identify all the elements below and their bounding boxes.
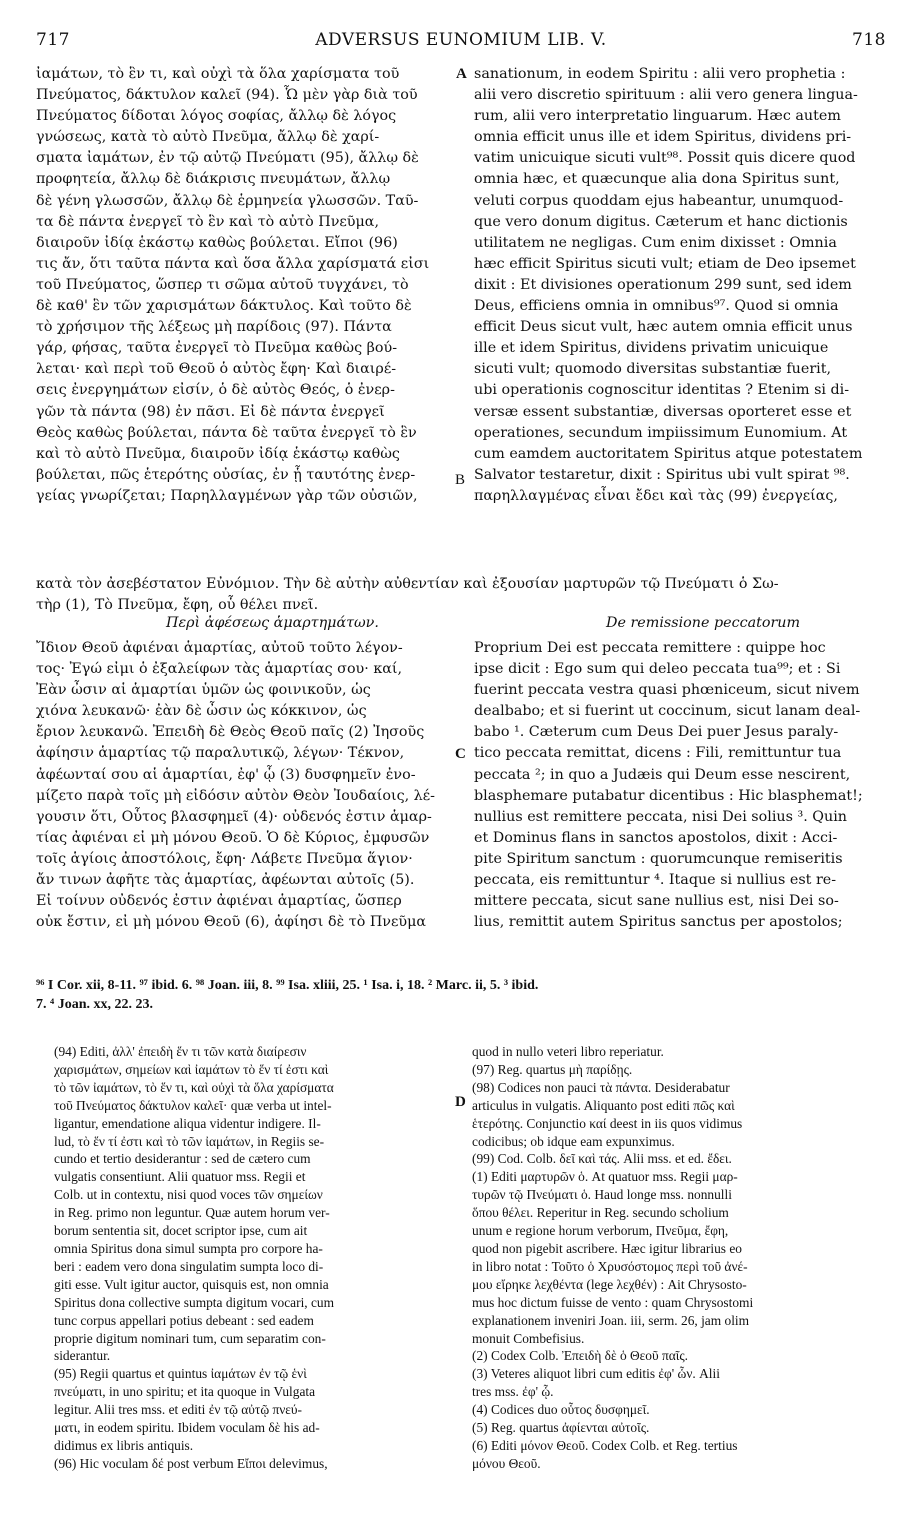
text-line: ἑτερότης. Conjunctio καί deest in iis quos vidimus bbox=[472, 1115, 743, 1131]
text-line: οὐκ ἔστιν, εἰ μὴ μόνου Θεοῦ (6), ἀφίησι δὲ τὸ Πνεῦμα bbox=[36, 914, 427, 931]
critical-notes-right bbox=[472, 1043, 884, 1473]
text-line: μου εἴρηκε λεχθέντα (lege λεχθέν) : Ait Chrysosto- bbox=[472, 1276, 747, 1292]
text-line: in libro notat : Τοῦτο ὁ Χρυσόστομος περὶ τοῦ ἀνέ- bbox=[472, 1258, 748, 1274]
text-line: babo ¹. Cæterum cum Deus Dei puer Jesus paraly- bbox=[474, 724, 839, 741]
text-line: χιόνα λευκανῶ· ἐὰν δὲ ὦσιν ὡς κόκκινον, ὡς bbox=[36, 703, 367, 720]
text-line: sanationum, in eodem Spiritu : alii vero prophetia : bbox=[474, 66, 846, 82]
margin-marker-c: C bbox=[455, 746, 466, 762]
text-line: τοῖς ἁγίοις ἀποστόλοις, ἔφη· Λάβετε Πνεῦμα ἅγιον· bbox=[36, 850, 413, 867]
text-line: dixit : Et divisiones operationum 299 sunt, sed idem bbox=[474, 276, 852, 293]
text-line: ⁹⁶ I Cor. xii, 8-11. ⁹⁷ ibid. 6. ⁹⁸ Joan. iii, 8. ⁹⁹ Isa. xliii, 25. ¹ Isa. i, 18. ² Marc. ii, 5. ³ ibid. bbox=[36, 978, 539, 993]
text-line: τὴρ (1), Τὸ Πνεῦμα, ἔφη, οὗ θέλει πνεῖ. bbox=[36, 597, 319, 613]
text-line: σματα ἰαμάτων, ἐν τῷ αὐτῷ Πνεύματι (95), ἄλλῳ δὲ bbox=[36, 150, 419, 167]
text-line: τίας ἀφιέναι εἰ μὴ μόνου Θεοῦ. Ὁ δὲ Κύριος, ἐμφυσῶν bbox=[36, 829, 430, 846]
text-line: Colb. ut in contextu, nisi quod voces τῶν σημείων bbox=[54, 1187, 323, 1203]
text-line: Proprium Dei est peccata remittere : quippe hoc bbox=[474, 640, 826, 656]
text-line: rum, alii vero interpretatio linguarum. Hæc autem bbox=[474, 108, 841, 125]
text-line: cum eamdem auctoritatem Spiritus atque potestatem bbox=[474, 445, 863, 462]
margin-marker-a: A bbox=[456, 66, 467, 82]
text-line: (95) Regii quartus et quintus ἰαμάτων ἐν τῷ ἑνὶ bbox=[54, 1366, 307, 1382]
latin-section-heading: De remissione peccatorum bbox=[606, 615, 801, 631]
text-line: tunc corpus appellari potius debeant : sed eadem bbox=[54, 1312, 314, 1328]
text-line: Ἐὰν ὦσιν αἱ ἁμαρτίαι ὑμῶν ὡς φοινικοῦν, ὡς bbox=[36, 682, 371, 699]
text-line: Salvator testaretur, dixit : Spiritus ubi vult spirat ⁹⁸. bbox=[474, 466, 850, 483]
text-line: χαρισμάτων, σημείων καὶ ἰαμάτων τὸ ἕν τί ἐστι καὶ bbox=[54, 1061, 329, 1077]
text-line: γείας γνωρίζεται; Παρηλλαγμένων γὰρ τῶν οὐσιῶν, bbox=[36, 487, 418, 504]
scripture-footnotes bbox=[36, 976, 886, 1014]
text-line: δὲ γένη γλωσσῶν, ἄλλῳ δὲ ἑρμηνεία γλωσσῶν. Ταῦ- bbox=[36, 192, 419, 209]
text-line: omnia hæc, et quæcunque alia dona Spiritus sunt, bbox=[474, 171, 840, 188]
text-line: (94) Editi, ἀλλ' ἐπειδὴ ἕν τι τῶν κατὰ διαίρεσιν bbox=[54, 1044, 307, 1059]
text-line: articulus in vulgatis. Aliquanto post editi πῶς καὶ bbox=[472, 1097, 735, 1113]
text-line: vulgatis consentiunt. Alii quatuor mss. Regii et bbox=[54, 1169, 306, 1185]
text-line: μόνου Θεοῦ. bbox=[472, 1455, 541, 1471]
text-line: τοῦ Πνεύματος, ὥσπερ τι σῶμα αὐτοῦ τυγχάνει, τὸ bbox=[36, 276, 409, 293]
latin-column-top bbox=[474, 64, 886, 507]
text-line: ματι, in eodem spiritu. Ibidem voculam δὲ his ad- bbox=[54, 1420, 320, 1436]
text-line: legitur. Alii tres mss. et editi ἐν τῷ αὐτῷ πνεύ- bbox=[54, 1402, 303, 1418]
text-line: κατὰ τὸν ἀσεβέστατον Εὐνόμιον. Τὴν δὲ αὐτὴν αὐθεντίαν καὶ ἐξουσίαν μαρτυρῶν τῷ Πνεύματι ὁ Σω- bbox=[36, 576, 779, 592]
text-line: τὸ τῶν ἰαμάτων, τὸ ἕν τι, καὶ οὐχὶ τὰ ὅλα χαρίσματα bbox=[54, 1079, 334, 1095]
text-line: ἄν τινων ἀφῆτε τὰς ἁμαρτίας, ἀφέωνται αὐτοῖς (5). bbox=[36, 872, 415, 889]
text-line: blasphemare putabatur dicentibus : Hic blasphemat!; bbox=[474, 787, 863, 804]
text-line: τος· Ἐγώ εἰμι ὁ ἐξαλείφων τὰς ἁμαρτίας σου· καί, bbox=[36, 661, 403, 678]
text-line: ille et idem Spiritus, dividens privatim unicuique bbox=[474, 340, 829, 357]
text-line: γουσιν ὅτι, Οὗτος βλασφημεῖ (4)· οὐδενός ἐστιν ἁμαρ- bbox=[36, 808, 432, 825]
text-line: παρηλλαγμένας εἶναι ἔδει καὶ τὰς (99) ἐνεργείας, bbox=[474, 487, 838, 504]
text-line: Spiritus dona collective sumpta digitum vocari, cum bbox=[54, 1294, 335, 1310]
greek-column-bottom bbox=[36, 638, 464, 933]
margin-marker-d: D bbox=[455, 1094, 466, 1110]
text-line: operationes, secundum impiissimum Eunomium. At bbox=[474, 424, 848, 441]
text-line: τοῦ Πνεύματος δάκτυλον καλεῖ· quæ verba ut intel- bbox=[54, 1097, 332, 1113]
text-line: 7. ⁴ Joan. xx, 22. 23. bbox=[36, 997, 153, 1012]
text-line: (99) Cod. Colb. δεῖ καὶ τάς. Alii mss. et ed. ἔδει. bbox=[472, 1151, 732, 1167]
text-line: Deus, efficiens omnia in omnibus⁹⁷. Quod si omnia bbox=[474, 298, 839, 315]
text-line: τὸ χρήσιμον τῆς λέξεως μὴ παρίδοις (97). Πάντα bbox=[36, 319, 392, 336]
text-line: pite Spiritum sanctum : quorumcunque remiseritis bbox=[474, 850, 843, 867]
text-line: ὅπου θέλει. Reperitur in Reg. secundo scholium bbox=[472, 1205, 729, 1221]
text-line: unum e regione horum verborum, Πνεῦμα, ἔφη, bbox=[472, 1223, 729, 1239]
text-line: ipse dicit : Ego sum qui deleo peccata tua⁹⁹; et : Si bbox=[474, 661, 841, 678]
greek-section-heading: Περὶ ἀφέσεως ἁμαρτημάτων. bbox=[166, 615, 379, 631]
text-line: cundo et tertio desiderantur : sed de cætero cum bbox=[54, 1151, 311, 1167]
text-line: (1) Editi μαρτυρῶν ὁ. At quatuor mss. Regii μαρ- bbox=[472, 1169, 738, 1185]
critical-notes-left bbox=[54, 1043, 454, 1473]
text-line: didimus ex libris antiquis. bbox=[54, 1437, 194, 1453]
text-line: fuerint peccata vestra quasi phœniceum, sicut nivem bbox=[474, 682, 860, 699]
text-line: (5) Reg. quartus ἀφίενται αὐτοῖς. bbox=[472, 1420, 650, 1436]
left-page-number: 717 bbox=[36, 30, 70, 50]
text-line: alii vero discretio spirituum : alii vero genera lingua- bbox=[474, 87, 858, 104]
text-line: giti esse. Vult igitur auctor, quisquis est, non omnia bbox=[54, 1276, 329, 1292]
latin-column-bottom bbox=[474, 638, 886, 933]
text-line: γάρ, φήσας, ταῦτα ἐνεργεῖ τὸ Πνεῦμα καθὼς βού- bbox=[36, 340, 398, 357]
text-line: explanationem inveniri Joan. iii, serm. 26, jam olim bbox=[472, 1312, 750, 1328]
running-title: ADVERSUS EUNOMIUM LIB. V. bbox=[315, 30, 607, 50]
text-line: peccata, eis remittuntur ⁴. Itaque si nullius est re- bbox=[474, 872, 837, 889]
text-line: (6) Editi μόνον Θεοῦ. Codex Colb. et Reg. tertius bbox=[472, 1437, 738, 1453]
text-line: borum sententia sit, docet scriptor ipse, cum ait bbox=[54, 1223, 308, 1239]
text-line: tres mss. ἐφ' ᾧ. bbox=[472, 1384, 554, 1400]
text-line: σεις ἐνεργημάτων εἰσίν, ὁ δὲ αὐτὸς Θεός, ὁ ἐνερ- bbox=[36, 382, 395, 399]
text-line: que vero donum digitus. Cæterum et hanc dictionis bbox=[474, 213, 848, 230]
text-line: τις ἄν, ὅτι ταῦτα πάντα καὶ ὅσα ἄλλα χαρίσματά εἰσι bbox=[36, 255, 430, 272]
text-line: veluti corpus quoddam ejus habeantur, unumquod- bbox=[474, 192, 844, 209]
text-line: ἀφίησιν ἁμαρτίας τῷ παραλυτικῷ, λέγων· Τέκνον, bbox=[36, 745, 405, 762]
text-line: Πνεύματος δίδοται λόγος σοφίας, ἄλλῳ δὲ λόγος bbox=[36, 108, 397, 125]
running-header bbox=[36, 30, 886, 54]
text-line: nullius est remittere peccata, nisi Dei solius ³. Quin bbox=[474, 808, 848, 825]
text-line: ubi operationis cognoscitur identitas ? Etenim si di- bbox=[474, 382, 850, 399]
text-line: et Dominus flans in sanctos apostolos, dixit : Acci- bbox=[474, 829, 838, 846]
text-line: mus hoc dictum fuisse de vento : quam Chrysostomi bbox=[472, 1294, 754, 1310]
text-line: lius, remittit autem Spiritus sanctus per apostolos; bbox=[474, 914, 843, 931]
text-line: Θεὸς καθὼς βούλεται, πάντα δὲ ταῦτα ἐνεργεῖ τὸ ἓν bbox=[36, 424, 417, 441]
text-line: siderantur. bbox=[54, 1348, 111, 1364]
text-line: λεται· καὶ περὶ τοῦ Θεοῦ ὁ αὐτὸς ἔφη· Καὶ διαιρέ- bbox=[36, 361, 397, 378]
text-line: vatim unicuique sicuti vult⁹⁸. Possit quis dicere quod bbox=[474, 150, 856, 167]
text-line: codicibus; ob idque eam expunximus. bbox=[472, 1133, 675, 1149]
text-line: πνεύματι, in uno spiritu; et ita quoque in Vulgata bbox=[54, 1384, 316, 1400]
text-line: mittere peccata, sicut sane nullius est, nisi Dei so- bbox=[474, 893, 839, 910]
greek-column-top bbox=[36, 64, 464, 507]
text-line: utilitatem ne negligas. Cum enim dixisset : Omnia bbox=[474, 234, 837, 251]
text-line: (97) Reg. quartus μὴ παρίδῃς. bbox=[472, 1061, 633, 1077]
text-line: καὶ τὸ αὐτὸ Πνεῦμα, διαιροῦν ἰδίᾳ ἑκάστῳ καθὼς bbox=[36, 445, 400, 462]
text-line: peccata ²; in quo a Judæis qui Deum esse nescirent, bbox=[474, 766, 851, 783]
text-line: beri : eadem vero dona singulatim sumpta loco di- bbox=[54, 1258, 324, 1274]
text-line: monuit Combefisius. bbox=[472, 1330, 585, 1346]
text-line: omnia efficit unus ille et idem Spiritus, dividens pri- bbox=[474, 129, 852, 146]
text-line: hæc efficit Spiritus sicuti vult; etiam de Deo ipsemet bbox=[474, 255, 856, 272]
text-line: quod in nullo veteri libro reperiatur. bbox=[472, 1044, 664, 1059]
text-line: ἀφέωνταί σου αἱ ἁμαρτίαι, ἐφ' ᾧ (3) δυσφημεῖν ἐνο- bbox=[36, 766, 416, 783]
text-line: Ἴδιον Θεοῦ ἀφιέναι ἁμαρτίας, αὐτοῦ τοῦτο λέγον- bbox=[36, 640, 403, 656]
text-line: efficit Deus sicut vult, hæc autem omnia efficit unus bbox=[474, 319, 853, 336]
text-line: dealbabo; et si fuerint ut coccinum, sicut lanam deal- bbox=[474, 703, 861, 720]
text-line: versæ essent substantiæ, diversas oporteret esse et bbox=[474, 403, 852, 420]
text-line: ligantur, emendatione aliqua videntur indigere. Il- bbox=[54, 1115, 321, 1131]
text-line: (2) Codex Colb. Ἐπειδὴ δὲ ὁ Θεοῦ παῖς. bbox=[472, 1348, 688, 1364]
text-line: τυρῶν τῷ Πνεύματι ὁ. Haud longe mss. nonnulli bbox=[472, 1187, 732, 1203]
text-line: βούλεται, πῶς ἑτερότης οὐσίας, ἐν ᾗ ταυτότης ἐνερ- bbox=[36, 466, 416, 483]
text-line: tico peccata remittat, dicens : Fili, remittuntur tua bbox=[474, 745, 842, 762]
text-line: Εἰ τοίνυν οὐδενός ἐστιν ἀφιέναι ἁμαρτίας, ὥσπερ bbox=[36, 893, 402, 910]
text-line: γῶν τὰ πάντα (98) ἐν πᾶσι. Εἰ δὲ πάντα ἐνεργεῖ bbox=[36, 403, 385, 420]
text-line: δὲ καθ' ἓν τῶν χαρισμάτων δάκτυλος. Καὶ τοῦτο δὲ bbox=[36, 298, 412, 315]
text-line: (98) Codices non pauci τὰ πάντα. Desiderabatur bbox=[472, 1079, 730, 1095]
text-line: διαιροῦν ἰδίᾳ ἑκάστῳ καθὼς βούλεται. Εἴποι (96) bbox=[36, 234, 398, 251]
text-line: Πνεύματος, δάκτυλον καλεῖ (94). Ὧ μὲν γὰρ διὰ τοῦ bbox=[36, 87, 418, 104]
text-line: ἰαμάτων, τὸ ἓν τι, καὶ οὐχὶ τὰ ὅλα χαρίσματα τοῦ bbox=[36, 66, 400, 82]
text-line: sicuti vult; quomodo diversitas substantiæ fuerit, bbox=[474, 361, 832, 378]
right-page-number: 718 bbox=[852, 30, 886, 50]
section-headings bbox=[36, 615, 886, 637]
text-line: προφητεία, ἄλλῳ δὲ διάκρισις πνευμάτων, ἄλλῳ bbox=[36, 171, 391, 188]
text-line: (4) Codices duo οὗτος δυσφημεῖ. bbox=[472, 1402, 650, 1418]
text-line: (96) Hic voculam δέ post verbum Εἴποι delevimus, bbox=[54, 1455, 328, 1471]
text-line: γνώσεως, κατὰ τὸ αὐτὸ Πνεῦμα, ἄλλῳ δὲ χαρί- bbox=[36, 129, 380, 146]
margin-marker-b: B bbox=[455, 472, 466, 488]
text-line: proprie digitum nominari tum, cum separatim con- bbox=[54, 1330, 326, 1346]
text-line: μίζετο παρὰ τοῖς μὴ εἰδόσιν αὐτὸν Θεὸν Ἰουδαίοις, λέ- bbox=[36, 787, 435, 804]
text-line: lud, τὸ ἕν τί ἐστι καὶ τὸ τῶν ἰαμάτων, in Regiis se- bbox=[54, 1133, 325, 1149]
text-line: omnia Spiritus dona simul sumpta pro corpore ha- bbox=[54, 1240, 323, 1256]
text-line: quod non pigebit ascribere. Hæc igitur librarius eo bbox=[472, 1240, 742, 1256]
full-width-greek-lines bbox=[36, 574, 886, 616]
text-line: τα δὲ πάντα ἐνεργεῖ τὸ ἓν καὶ τὸ αὐτὸ Πνεῦμα, bbox=[36, 213, 379, 230]
text-line: in Reg. primo non leguntur. Quæ autem horum ver- bbox=[54, 1205, 330, 1221]
text-line: ἔριον λευκανῶ. Ἐπειδὴ δὲ Θεὸς Θεοῦ παῖς (2) Ἰησοῦς bbox=[36, 724, 425, 741]
text-line: (3) Veteres aliquot libri cum editis ἐφ' ὧν. Alii bbox=[472, 1366, 720, 1382]
